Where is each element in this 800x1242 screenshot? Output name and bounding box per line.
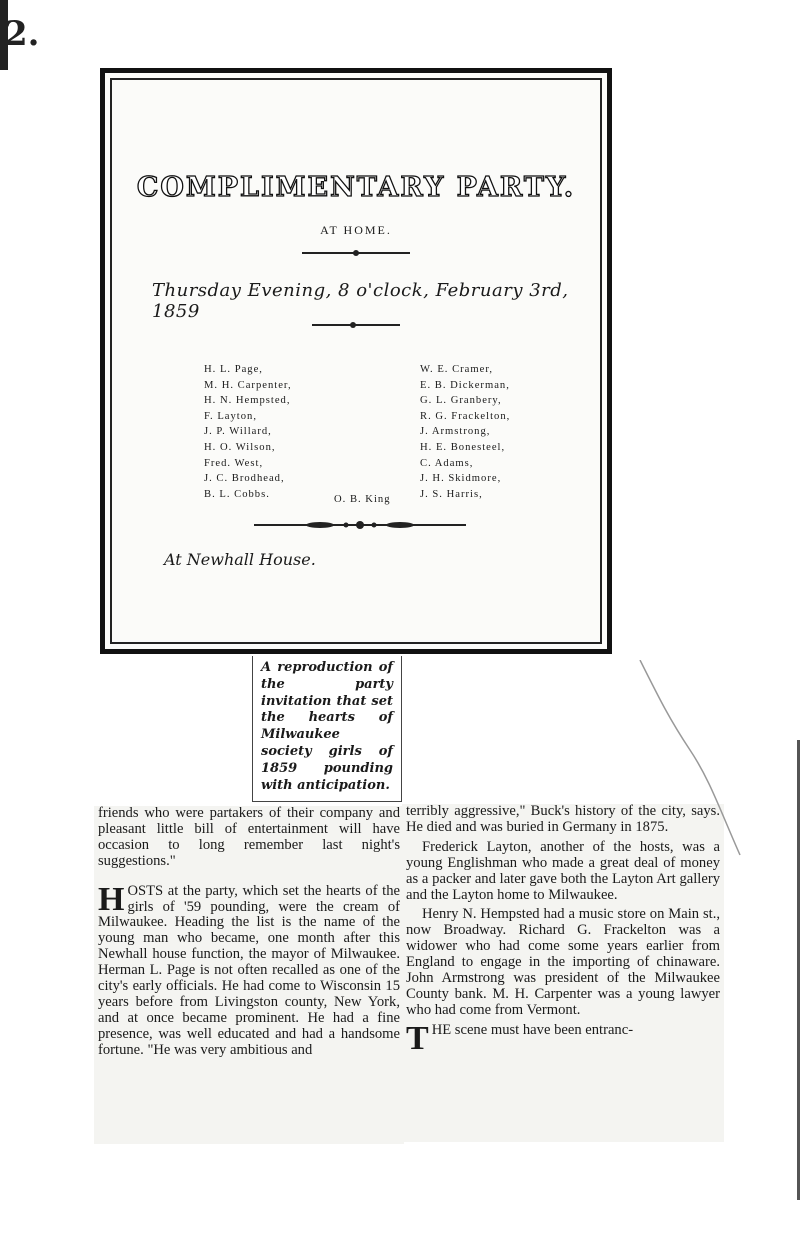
article-paragraph: terribly aggressive," Buck's history of the city, says. He died and was buried in Germany in 1875. — [406, 803, 720, 835]
host-name: J. C. Brodhead, — [204, 473, 285, 485]
host-name: W. E. Cramer, — [420, 364, 494, 375]
article-paragraph-text: HE scene must have been entranc- — [431, 1021, 634, 1038]
article-paragraph-text: OSTS at the party, which set the hearts of the girls of '59 pounding, were the cream of Milwaukee. Heading the list is the name of the young man who became, one month after this Newhall house function, the mayor of Milwaukee. Herman L. Page is not often recalled as one of the city's early officials. He had come to Wisconsin 15 years before from Livingston county, New York, and at once became prominent. He had a fine presence, was well educated and had a handsome fortune. "He was very ambitious and — [98, 882, 400, 1058]
hosts-list-left — [204, 362, 292, 502]
article-paragraph: friends who were partakers of their company and pleasant little bill of entertainment will have occasion to long remember last night's suggestions." — [98, 805, 400, 869]
host-name: F. Layton, — [204, 410, 257, 422]
article-paragraph: Henry N. Hempsted had a music store on Main st., now Broadway. Richard G. Frackelton was a widower who had come some years earlier from England to engage in the importing of chinaware. John Armstrong was president of the Milwaukee County bank. M. H. Carpenter was a young lawyer who had come from Vermont. — [406, 906, 720, 1018]
image-caption: A reproduction of the party invitation that set the hearts of Milwaukee society girls of 1859 pounding with anticipation. — [252, 656, 402, 802]
invitation-card — [100, 68, 612, 654]
ornament-rule-2 — [312, 324, 400, 326]
ornament-dot-1 — [353, 250, 359, 256]
host-name: Fred. West, — [204, 457, 264, 469]
hosts-list-right — [420, 362, 510, 502]
host-name: J. Armstrong, — [420, 426, 491, 438]
invitation-date: Thursday Evening, 8 o'clock, February 3rd, 1859 — [152, 280, 569, 322]
ornament-dot-2 — [350, 322, 356, 328]
host-name-center: O. B. King — [334, 494, 391, 505]
page-number: 2. — [4, 14, 40, 54]
host-name: J. H. Skidmore, — [420, 473, 502, 485]
article-paragraph — [94, 880, 404, 1059]
host-name: H. L. Page, — [204, 364, 263, 375]
invitation-venue: At Newhall House. — [164, 550, 316, 569]
invitation-title: COMPLIMENTARY PARTY. — [136, 172, 576, 203]
host-name: J. S. Harris, — [420, 488, 483, 500]
host-name: H. N. Hempsted, — [204, 395, 291, 407]
host-name: B. L. Cobbs. — [204, 488, 270, 500]
article-paragraph — [402, 1019, 724, 1057]
host-name: H. O. Wilson, — [204, 441, 276, 453]
host-name: C. Adams, — [420, 457, 474, 469]
host-name: G. L. Granbery, — [420, 395, 502, 407]
host-name: M. H. Carpenter, — [204, 379, 292, 391]
host-name: H. E. Bonesteel, — [420, 441, 506, 453]
article-paragraph: Frederick Layton, another of the hosts, was a young Englishman who made a great deal of money as a packer and later gave both the Layton Art gallery and the Layton home to Milwaukee. — [406, 838, 720, 903]
ornament-flourish — [250, 518, 470, 532]
invitation-subtitle: AT HOME. — [320, 223, 392, 237]
host-name: E. B. Dickerman, — [420, 379, 510, 391]
paper-tear-mark — [630, 660, 750, 860]
article-column-left — [94, 806, 404, 1144]
drop-cap: T — [406, 1019, 429, 1057]
invitation-inner-frame — [110, 78, 602, 644]
drop-cap: H — [98, 880, 125, 918]
host-name: R. G. Frackelton, — [420, 410, 511, 422]
host-name: J. P. Willard, — [204, 426, 272, 438]
